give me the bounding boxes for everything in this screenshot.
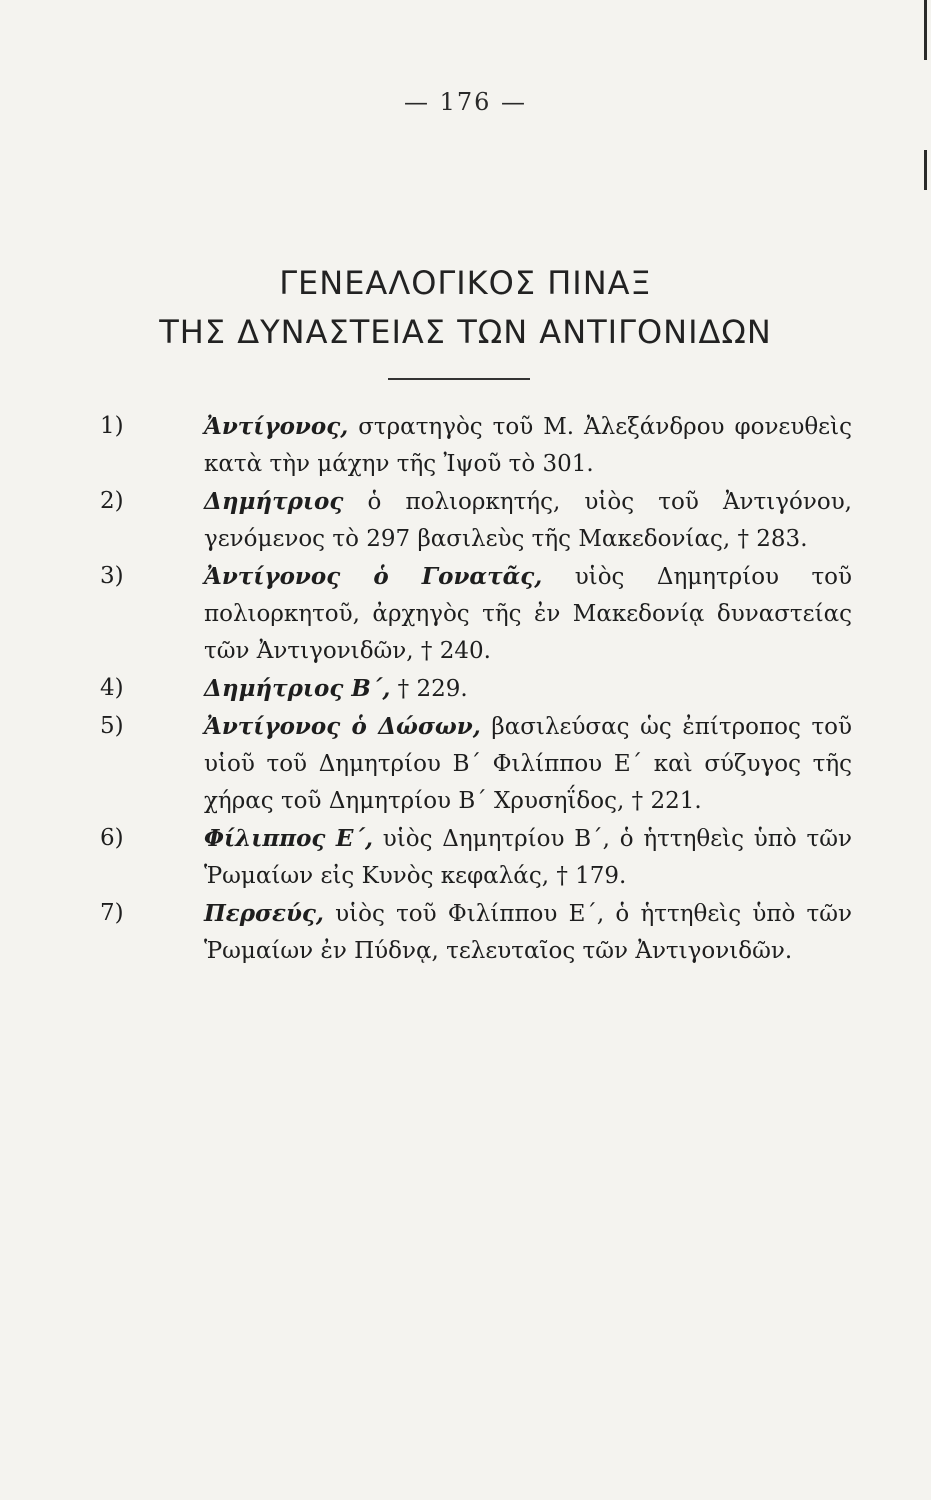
genealogy-entry — [100, 483, 852, 558]
page-title-line-1: ΓΕΝΕΑΛΟΓΙΚΟΣ ΠΙΝΑΞ — [279, 264, 652, 302]
entry-text: υἱὸς Δημητρίου τοῦ πολιορκητοῦ, ἀρχηγὸς τῆς ἐν Μακεδονίᾳ δυναστείας τῶν Ἀντιγονιδῶν, † 240. — [204, 564, 852, 664]
entry-text: † 229. — [390, 676, 468, 702]
entry-text: υἱὸς Δημητρίου Β΄, ὁ ἡττηθεὶς ὑπὸ τῶν Ῥωμαίων εἰς Κυνὸς κεφαλάς, † 179. — [204, 826, 852, 889]
entry-text: ὁ πολιορκητής, υἱὸς τοῦ Ἀντιγόνου, γενόμενος τὸ 297 βασιλεὺς τῆς Μακεδονίας, † 283. — [204, 489, 852, 552]
entry-number: 2) — [100, 488, 124, 514]
page-title-line-2: ΤΗΣ ΔΥΝΑΣΤΕΙΑΣ ΤΩΝ ΑΝΤΙΓΟΝΙΔΩΝ — [159, 313, 772, 351]
entry-text: βασιλεύσας ὡς ἐπίτροπος τοῦ υἱοῦ τοῦ Δημητρίου Β΄ Φιλίππου Ε΄ καὶ σύζυγος τῆς χήρας τοῦ Δημητρίου Β΄ Χρυσηΐδος, † 221. — [204, 714, 852, 814]
entry-number: 6) — [100, 825, 124, 851]
genealogy-entry — [100, 408, 852, 483]
entry-text: υἱὸς τοῦ Φιλίππου Ε΄, ὁ ἡττηθεὶς ὑπὸ τῶν Ῥωμαίων ἐν Πύδνᾳ, τελευταῖος τῶν Ἀντιγονιδῶν. — [204, 901, 852, 964]
genealogy-entry — [100, 558, 852, 670]
entry-name: Ἀντίγονος ὁ Δώσων, — [204, 713, 481, 740]
entry-number: 5) — [100, 713, 124, 739]
title-rule — [388, 378, 530, 380]
genealogy-entry — [100, 708, 852, 820]
entry-name: Δημήτριος — [204, 488, 344, 515]
genealogy-entry — [100, 820, 852, 895]
genealogy-entry — [100, 670, 852, 708]
page-edge-mark — [924, 0, 927, 60]
genealogy-entry — [100, 895, 852, 970]
page-number: — 176 — — [403, 88, 528, 116]
entry-number: 1) — [100, 413, 124, 439]
entry-name: Δημήτριος Β΄, — [204, 675, 391, 702]
page-edge-mark — [924, 150, 927, 190]
entry-number: 4) — [100, 675, 124, 701]
entry-name: Ἀντίγονος, — [204, 413, 349, 440]
entry-number: 3) — [100, 563, 124, 589]
entry-number: 7) — [100, 900, 124, 926]
entry-name: Φίλιππος Ε΄, — [204, 825, 373, 852]
entry-name: Περσεύς, — [204, 900, 324, 927]
entry-text: στρατηγὸς τοῦ Μ. Ἀλεξάνδρου φονευθεὶς κατὰ τὴν μάχην τῆς Ἰψοῦ τὸ 301. — [204, 414, 852, 477]
genealogy-list — [100, 408, 852, 970]
entry-name: Ἀντίγονος ὁ Γονατᾶς, — [204, 563, 543, 590]
